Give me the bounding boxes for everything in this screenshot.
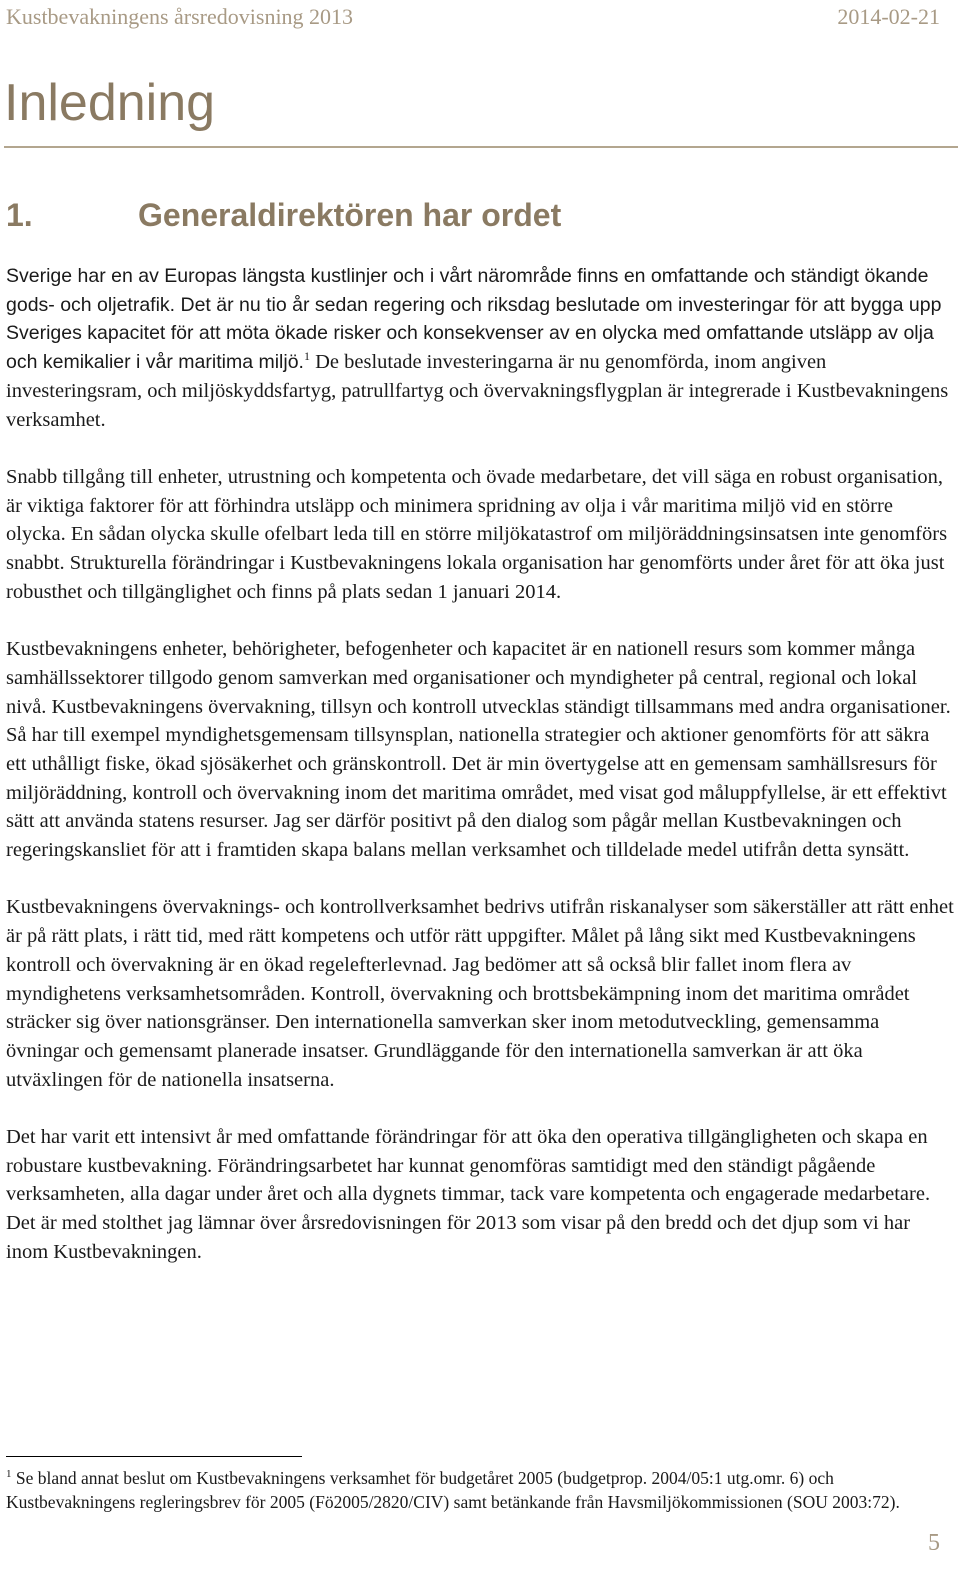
section-title: Generaldirektören har ordet bbox=[138, 197, 562, 233]
header-document-title: Kustbevakningens årsredovisning 2013 bbox=[6, 4, 354, 29]
section-heading bbox=[6, 196, 561, 234]
section-number: 1. bbox=[6, 197, 33, 233]
page-title: Inledning bbox=[4, 74, 216, 132]
paragraph-4: Kustbevakningens övervaknings- och kontrollverksamhet bedrivs utifrån riskanalyser som säkerställer att rätt enhet är på rätt plats, i rätt tid, med rätt kompetens och utför rätt uppgifter. Målet på lång sikt med Kustbevakningens kontroll och övervakning är en ökad regelefterlevnad. Jag bedömer att så också blir fallet inom flera av myndighetens verksamhetsområden. Kontroll, övervakning och brottsbekämpning inom det maritima området sträcker sig över nationsgränser. Den internationella samverkan sker inom metodutveckling, gemensamma övningar och gemensamt planerade insatser. Grundläggande för den internationella samverkan är att öka utväxlingen för de nationella insatserna. bbox=[6, 896, 954, 1091]
footnote-reference[interactable]: 1 bbox=[303, 349, 310, 364]
body-text bbox=[6, 262, 954, 1295]
paragraph-3: Kustbevakningens enheter, behörigheter, befogenheter och kapacitet är en nationell resurs som kommer många samhällssektorer tillgodo genom samverkan med organisationer och myndigheter på central, regional och lokal nivå. Kustbevakningens övervakning, tillsyn och kontroll utvecklas ständigt tillsammans med andra organisationer. Så har till exempel myndighetsgemensam tillsynsplan, nationella strategier och aktioner genomförts för att säkra ett uthålligt fiske, ökad sjösäkerhet och gränskontroll. Det är min övertygelse att en gemensam samhällsresurs för miljöräddning, kontroll och övervakning inom det maritima området, med visat god måluppfyllelse, är ett effektivt sätt att använda statens resurser. Jag ser därför positivt på den dialog som pågår mellan Kustbevakningen och regeringskansliet för att i framtiden skapa balans mellan verksamhet och tilldelade medel utifrån detta synsätt. bbox=[6, 638, 951, 862]
paragraph-5: Det har varit ett intensivt år med omfattande förändringar för att öka den operativa tillgängligheten och skapa en robustare kustbevakning. Förändringsarbetet har kunnat genomföras samtidigt med den ständigt pågående verksamheten, alla dagar under året och alla dygnets timmar, tack vare kompetenta och engagerade medarbetare. Det är med stolthet jag lämnar över årsredovisningen för 2013 som visar på den bredd och det djup som vi har inom Kustbevakningen. bbox=[6, 1126, 931, 1263]
paragraph-1 bbox=[6, 262, 954, 434]
paragraph-1-intro: Sverige har en av Europas längsta kustlinjer och i vårt närområde finns en omfattande och ständigt ökande gods- och oljetrafik. Det är nu tio år sedan regering och riksdag beslutade om investeringar för att bygga upp Sveriges kapacitet för att möta ökade risker och konsekvenser av en olycka med omfattande utsläpp av olja och kemikalier i vår maritima miljö. bbox=[6, 265, 942, 374]
title-divider bbox=[4, 146, 958, 148]
page-number: 5 bbox=[928, 1530, 940, 1556]
footnote-text: Se bland annat beslut om Kustbevakningens verksamhet för budgetåret 2005 (budgetprop. 2004/05:1 utg.omr. 6) och Kustbevakningens regleringsbrev för 2005 (Fö2005/2820/CIV) samt betänkande från Havsmiljökommissionen (SOU 2003:72). bbox=[6, 1468, 900, 1512]
paragraph-1-continuation: De beslutade investeringarna är nu genomförda, inom angiven investeringsram, och miljöskyddsfartyg, patrullfartyg och övervakningsflygplan är integrerade i Kustbevakningens verksamhet. bbox=[6, 351, 949, 431]
footnote bbox=[6, 1466, 946, 1514]
page-header bbox=[6, 2, 940, 36]
paragraph-2: Snabb tillgång till enheter, utrustning och kompetenta och övade medarbetare, det vill säga en robust organisation, är viktiga faktorer för att förhindra utsläpp och minimera spridning av olja i vår maritima miljö vid en större olycka. En sådan olycka skulle ofelbart leda till en större miljökatastrof om miljöräddningsinsatsen inte genomförs snabbt. Strukturella förändringar i Kustbevakningens lokala organisation har genomförts under året för att öka just robusthet och tillgänglighet och finns på plats sedan 1 januari 2014. bbox=[6, 465, 948, 603]
footnote-number: 1 bbox=[6, 1468, 12, 1480]
footnote-divider bbox=[6, 1456, 302, 1457]
header-date: 2014-02-21 bbox=[837, 4, 940, 29]
